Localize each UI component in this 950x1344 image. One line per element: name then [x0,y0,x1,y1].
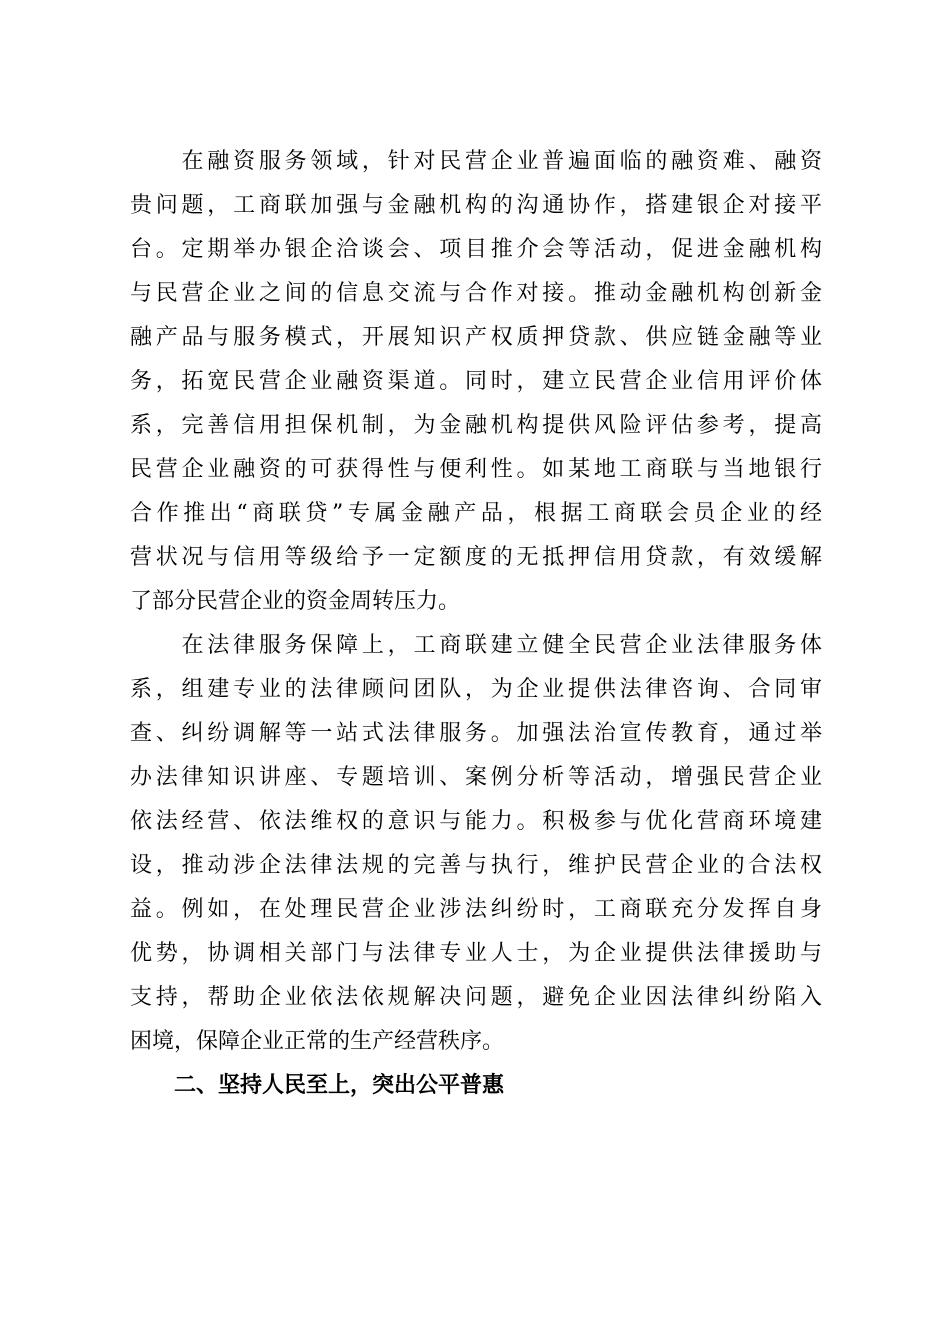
text-line: 了部分民营企业的资金周转压力。 [130,589,461,614]
paragraph-financing-services [130,140,822,624]
text-line: 依法经营、依法维权的意识与能力。积极参与优化营商环境建 [130,809,822,834]
text-line: 台。定期举办银企洽谈会、项目推介会等活动，促进金融机构 [130,237,822,262]
document-body [130,140,822,1108]
text-line: 支持，帮助企业依法依规解决问题，避免企业因法律纠纷陷入 [130,985,822,1010]
text-line: 在法律服务保障上，工商联建立健全民营企业法律服务体 [130,633,822,658]
text-line: 在融资服务领域，针对民营企业普遍面临的融资难、融资 [130,149,822,174]
text-line: 民营企业融资的可获得性与便利性。如某地工商联与当地银行 [130,457,822,482]
paragraph-legal-services [130,624,822,1064]
text-line: 营状况与信用等级给予一定额度的无抵押信用贷款，有效缓解 [130,545,822,570]
text-line: 查、纠纷调解等一站式法律服务。加强法治宣传教育，通过举 [130,721,822,746]
section-heading: 二、坚持人民至上，突出公平普惠 [174,1073,505,1098]
text-line: 合作推出“商联贷”专属金融产品，根据工商联会员企业的经 [130,501,822,526]
text-line: 融产品与服务模式，开展知识产权质押贷款、供应链金融等业 [130,325,822,350]
text-line: 设，推动涉企法律法规的完善与执行，维护民营企业的合法权 [130,853,822,878]
text-line: 务，拓宽民营企业融资渠道。同时，建立民营企业信用评价体 [130,369,822,394]
text-line: 贵问题，工商联加强与金融机构的沟通协作，搭建银企对接平 [130,193,822,218]
text-line: 系，完善信用担保机制，为金融机构提供风险评估参考，提高 [130,413,822,438]
text-line: 办法律知识讲座、专题培训、案例分析等活动，增强民营企业 [130,765,822,790]
text-line: 困境，保障企业正常的生产经营秩序。 [130,1029,505,1054]
text-line: 优势，协调相关部门与法律专业人士，为企业提供法律援助与 [130,941,822,966]
text-line: 与民营企业之间的信息交流与合作对接。推动金融机构创新金 [130,281,822,306]
text-line: 系，组建专业的法律顾问团队，为企业提供法律咨询、合同审 [130,677,822,702]
text-line: 益。例如，在处理民营企业涉法纠纷时，工商联充分发挥自身 [130,897,822,922]
